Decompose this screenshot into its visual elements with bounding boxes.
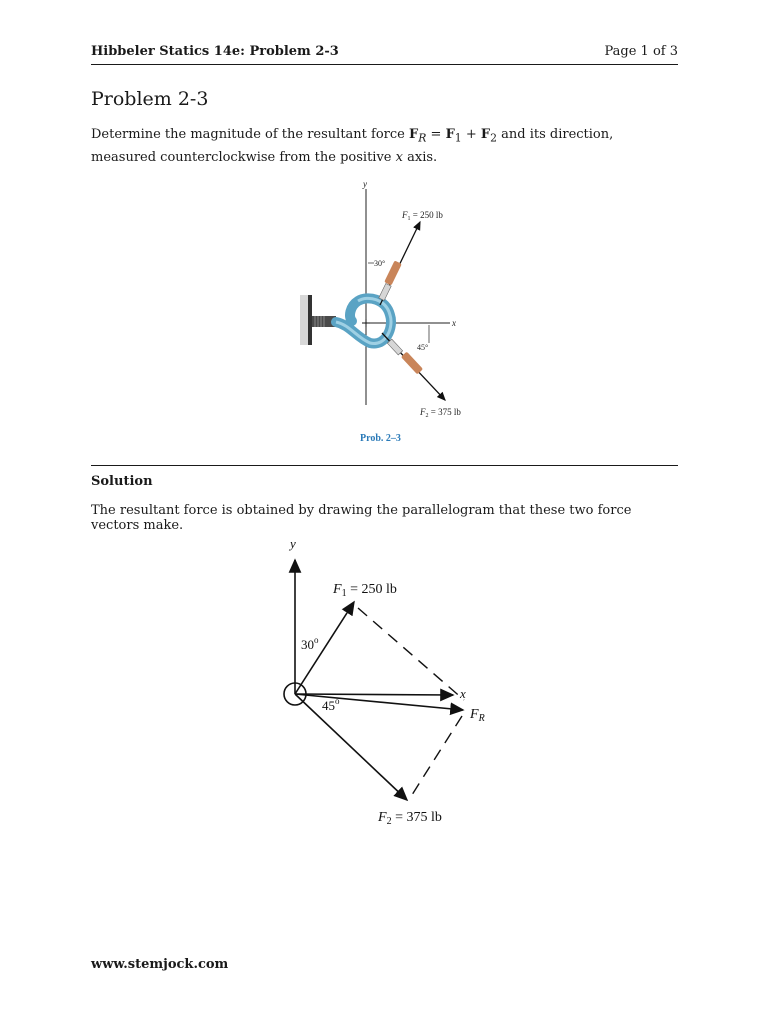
fig2-f1-label: $F_1 = 250$ lb xyxy=(333,582,397,599)
fig2-angle-45: 45$^o$ xyxy=(322,696,340,713)
problem-statement: Determine the magnitude of the resultant force $F_R = F_1 + F_2$ and its direction, measured counterclockwise from the positive x axis. xyxy=(91,127,614,165)
fig2-x-label: x xyxy=(460,686,466,701)
figure-caption: Prob. 2–3 xyxy=(360,433,401,444)
header-divider xyxy=(91,64,678,65)
problem-text-after: and its direction, measured counterclockwise from the positive xyxy=(91,127,614,165)
fig2-f2-vector xyxy=(295,694,407,800)
fr-symbol: F xyxy=(409,127,419,142)
fig1-y-label: y xyxy=(363,179,367,189)
turnbuckle-1 xyxy=(384,260,402,285)
footer-url: www.stemjock.com xyxy=(91,957,229,972)
fig2-x-axis xyxy=(295,694,453,695)
solution-text: The resultant force is obtained by drawing the parallelogram that these two force vectors make. xyxy=(91,503,632,533)
fig1-f1-label: $F_1 = 250$ lb xyxy=(402,210,443,222)
turnbuckle-2 xyxy=(401,351,423,374)
f1-symbol: F xyxy=(445,127,455,142)
f2-symbol: F xyxy=(480,127,491,142)
fig1-angle-45: 45° xyxy=(417,343,429,352)
page-header-title: Hibbeler Statics 14e: Problem 2-3 xyxy=(91,44,339,59)
fig2-y-label: y xyxy=(290,536,296,551)
fig2-angle-30: 30$^o$ xyxy=(301,635,319,652)
solution-figure xyxy=(270,530,510,830)
solution-heading: Solution xyxy=(91,474,153,489)
parallelogram-side-1 xyxy=(358,608,464,700)
fig2-fr-vector xyxy=(295,694,463,710)
fig1-f2-label: $F_2 = 375$ lb xyxy=(420,407,461,419)
problem-figure xyxy=(290,175,480,450)
fig2-fr-label: $F_R$ xyxy=(470,707,485,724)
solution-divider xyxy=(91,465,678,466)
fig1-angle-30: 30° xyxy=(374,259,386,268)
problem-text-before: Determine the magnitude of the resultant force xyxy=(91,127,409,142)
wall-shadow xyxy=(300,295,308,345)
wall xyxy=(308,295,312,345)
fig2-f2-label: $F_2 = 375$ lb xyxy=(378,810,442,827)
fig1-x-label: x xyxy=(452,318,456,328)
problem-title: Problem 2-3 xyxy=(91,88,209,110)
parallelogram-side-2 xyxy=(410,716,462,798)
page-number: Page 1 of 3 xyxy=(604,44,678,59)
